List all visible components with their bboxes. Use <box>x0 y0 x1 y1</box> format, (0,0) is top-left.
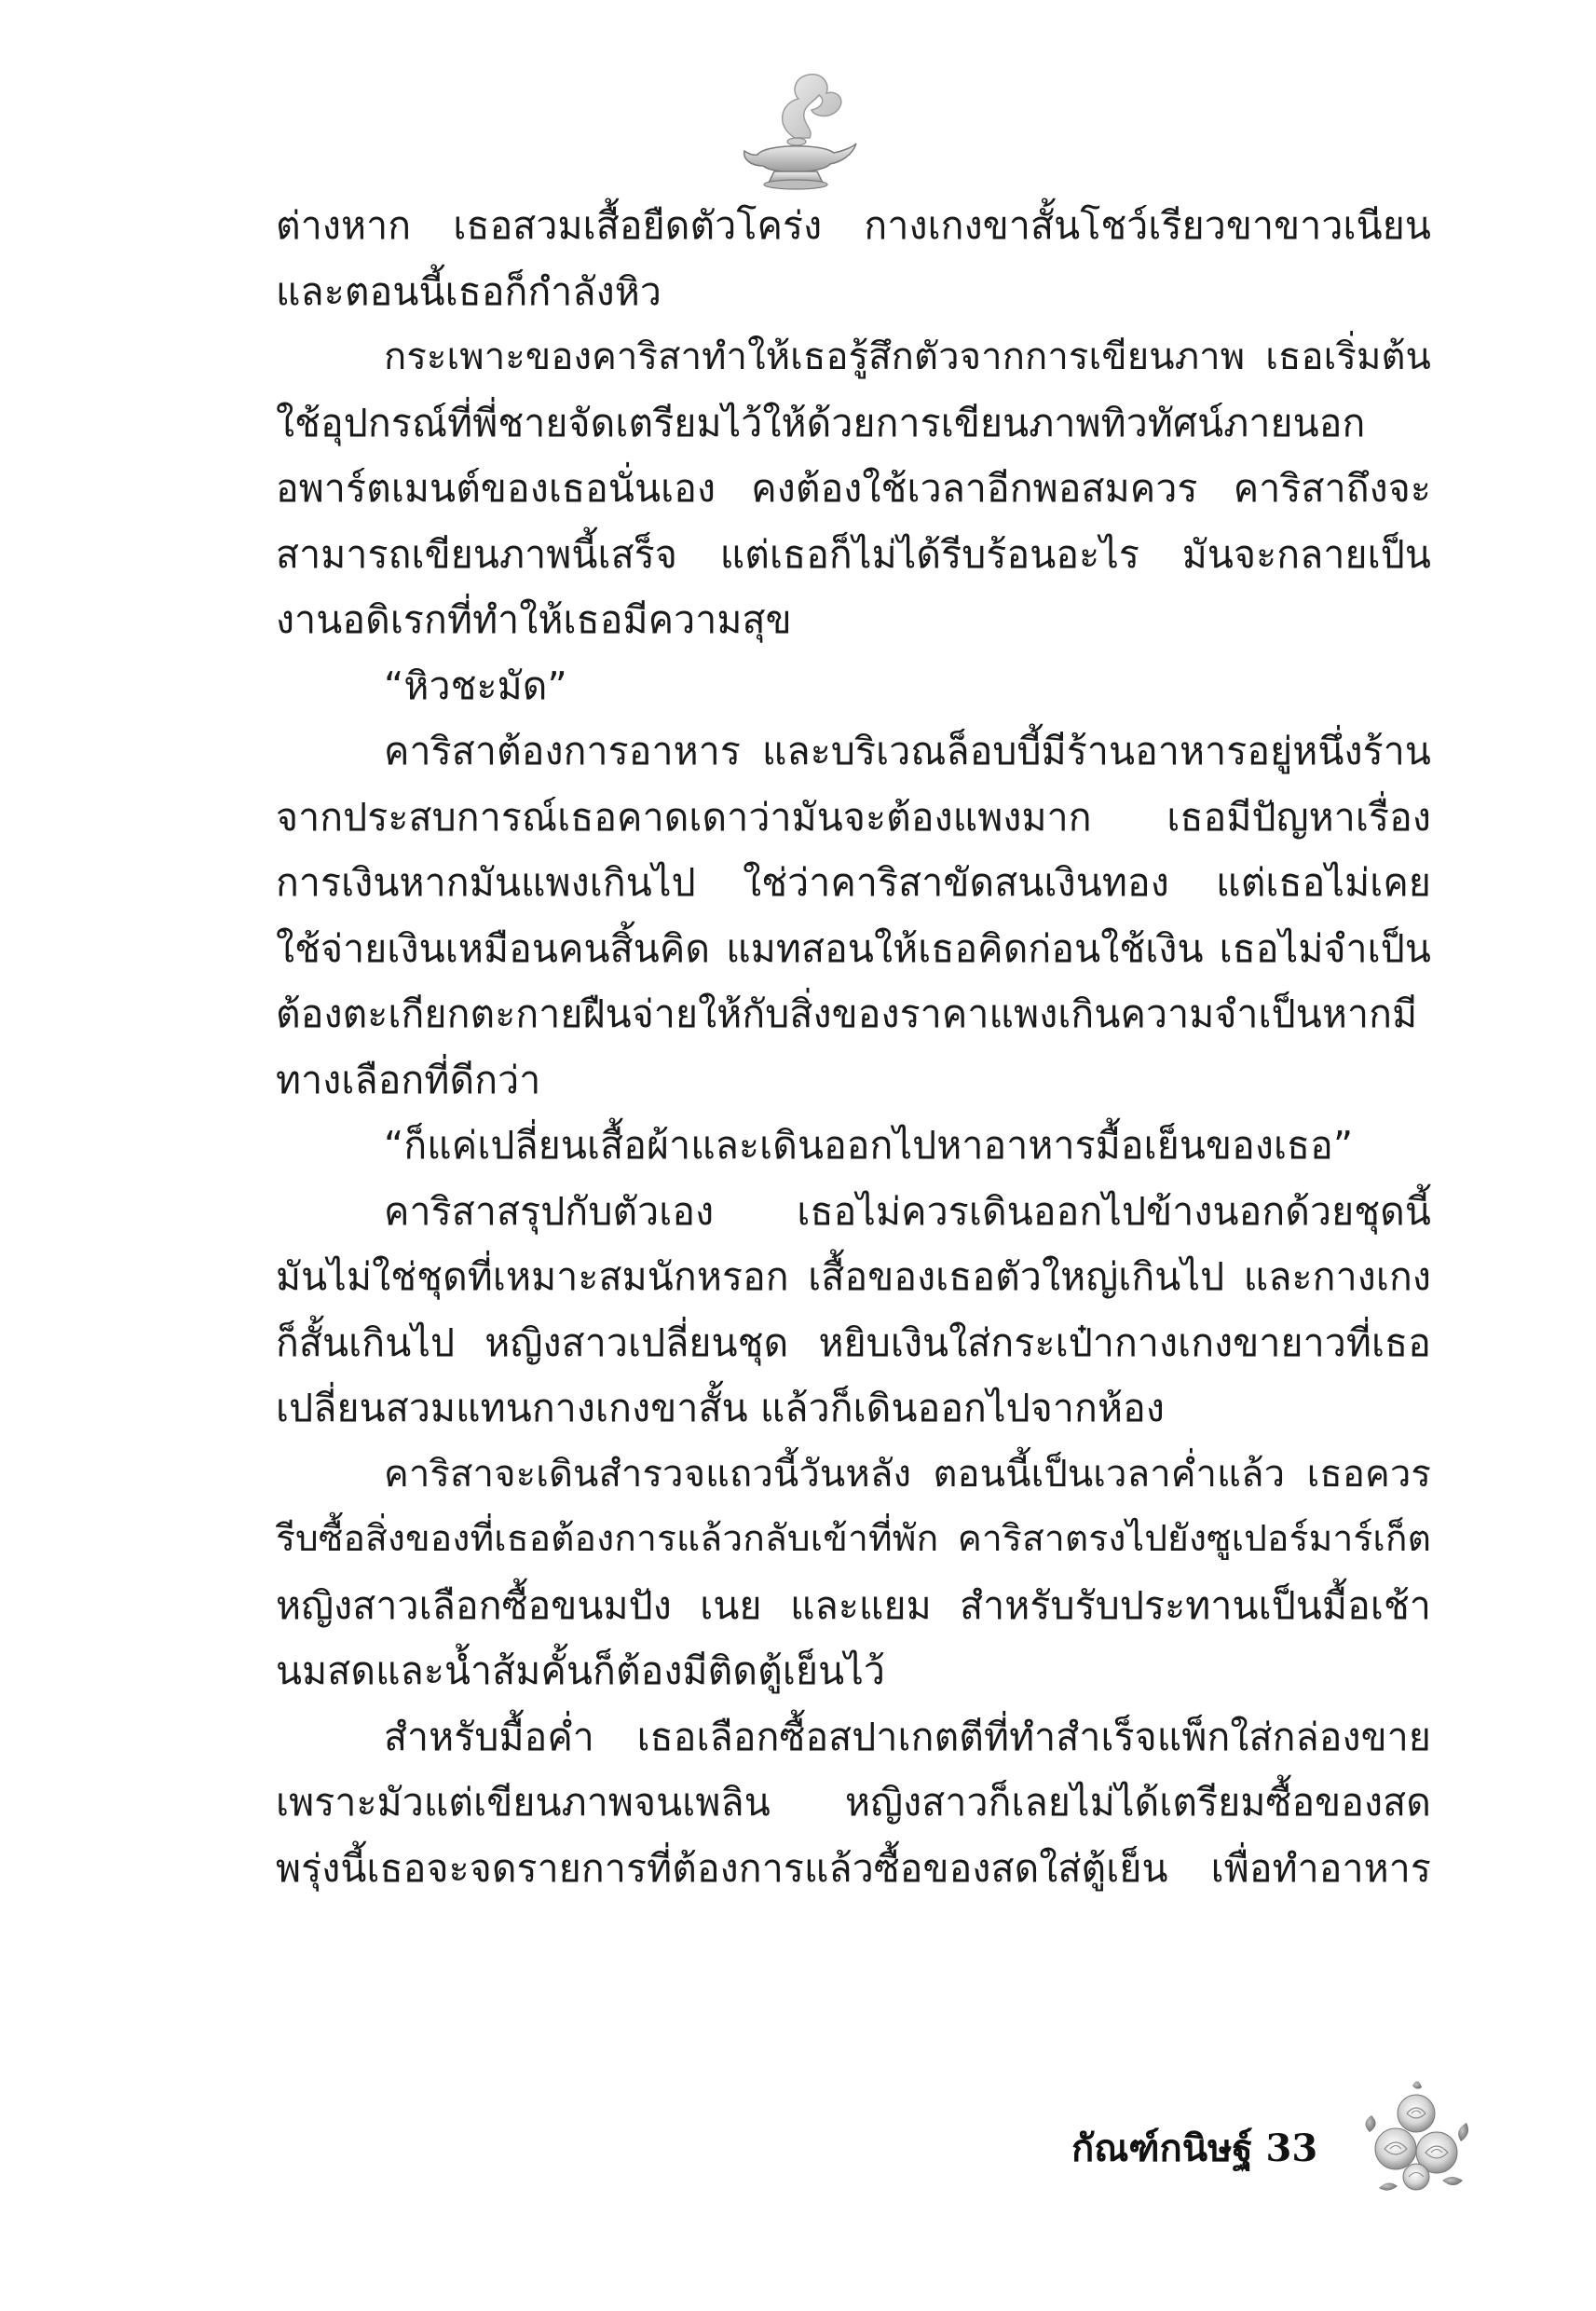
text-line: งานอดิเรกที่ทำให้เธอมีความสุข <box>276 597 792 642</box>
text-line: คาริสาต้องการอาหาร และบริเวณล็อบบี้มีร้านอาหารอยู่หนึ่งร้าน <box>384 729 1431 773</box>
text-line: นมสดและน้ำส้มคั้นก็ต้องมีติดตู้เย็นไว้ <box>276 1648 886 1693</box>
text-line: รีบซื้อสิ่งของที่เธอต้องการแล้วกลับเข้าที่พัก คาริสาตรงไปยังซูเปอร์มาร์เก็ต <box>276 1518 1431 1560</box>
text-line: อพาร์ตเมนต์ของเธอนั่นเอง คงต้องใช้เวลาอีกพอสมควร คาริสาถึงจะ <box>276 466 1431 511</box>
text-line: คาริสาสรุปกับตัวเอง เธอไม่ควรเดินออกไปข้างนอกด้วยชุดนี้ <box>384 1188 1431 1234</box>
text-line: ใช้จ่ายเงินเหมือนคนสิ้นคิด แมทสอนให้เธอคิดก่อนใช้เงิน เธอไม่จำเป็น <box>276 925 1431 971</box>
text-line: การเงินหากมันแพงเกินไป ใช่ว่าคาริสาขัดสนเงินทอง แต่เธอไม่เคย <box>276 860 1431 905</box>
rose-bouquet-icon <box>1360 2076 1472 2197</box>
book-title: กัณฑ์กนิษฐ์ <box>1071 2126 1253 2170</box>
text-line: และตอนนี้เธอก็กำลังหิว <box>276 268 662 314</box>
text-line: กระเพาะของคาริสาทำให้เธอรู้สึกตัวจากการเขียนภาพ เธอเริ่มต้น <box>384 335 1431 378</box>
text-line: ก็สั้นเกินไป หญิงสาวเปลี่ยนชุด หยิบเงินใส่กระเป๋ากางเกงขายาวที่เธอ <box>276 1320 1431 1365</box>
text-line: พรุ่งนี้เธอจะจดรายการที่ต้องการแล้วซื้อของสดใส่ตู้เย็น เพื่อทำอาหาร <box>276 1845 1431 1891</box>
text-line: ต่างหาก เธอสวมเสื้อยืดตัวโคร่ง กางเกงขาสั้นโชว์เรียวขาขาวเนียน <box>276 203 1431 248</box>
text-line: คาริสาจะเดินสำรวจแถวนี้วันหลัง ตอนนี้เป็นเวลาค่ำแล้ว เธอควร <box>384 1452 1431 1496</box>
body-text <box>276 193 1431 1901</box>
text-line: ต้องตะเกียกตะกายฝืนจ่ายให้กับสิ่งของราคาแพงเกินความจำเป็นหากมี <box>276 991 1418 1036</box>
text-line: ทางเลือกที่ดีกว่า <box>276 1057 541 1102</box>
text-line: มันไม่ใช่ชุดที่เหมาะสมนักหรอก เสื้อของเธอตัวใหญ่เกินไป และกางเกง <box>276 1254 1431 1299</box>
text-line: ใช้อุปกรณ์ที่พี่ชายจัดเตรียมไว้ให้ด้วยการเขียนภาพทิวทัศน์ภายนอก <box>276 400 1366 445</box>
text-line: หญิงสาวเลือกซื้อขนมปัง เนย และแยม สำหรับรับประทานเป็นมื้อเช้า <box>276 1582 1431 1628</box>
text-line: สามารถเขียนภาพนี้เสร็จ แต่เธอก็ไม่ได้รีบร้อนอะไร มันจะกลายเป็น <box>276 531 1431 577</box>
text-line: จากประสบการณ์เธอคาดเดาว่ามันจะต้องแพงมาก เธอมีปัญหาเรื่อง <box>276 794 1431 840</box>
text-line: “ก็แค่เปลี่ยนเสื้อผ้าและเดินออกไปหาอาหารมื้อเย็นของเธอ” <box>384 1123 1354 1168</box>
text-line: “หิวชะมัด” <box>384 663 567 708</box>
text-line: สำหรับมื้อค่ำ เธอเลือกซื้อสปาเกตตีที่ทำสำเร็จแพ็กใส่กล่องขาย <box>384 1714 1431 1759</box>
magic-lamp-icon <box>737 65 858 196</box>
text-line: เปลี่ยนสวมแทนกางเกงขาสั้น แล้วก็เดินออกไปจากห้อง <box>276 1386 1165 1430</box>
page-number: 33 <box>1265 2126 1318 2170</box>
text-line: เพราะมัวแต่เขียนภาพจนเพลิน หญิงสาวก็เลยไม่ได้เตรียมซื้อของสด <box>276 1780 1431 1825</box>
page-footer <box>1071 2120 1317 2176</box>
